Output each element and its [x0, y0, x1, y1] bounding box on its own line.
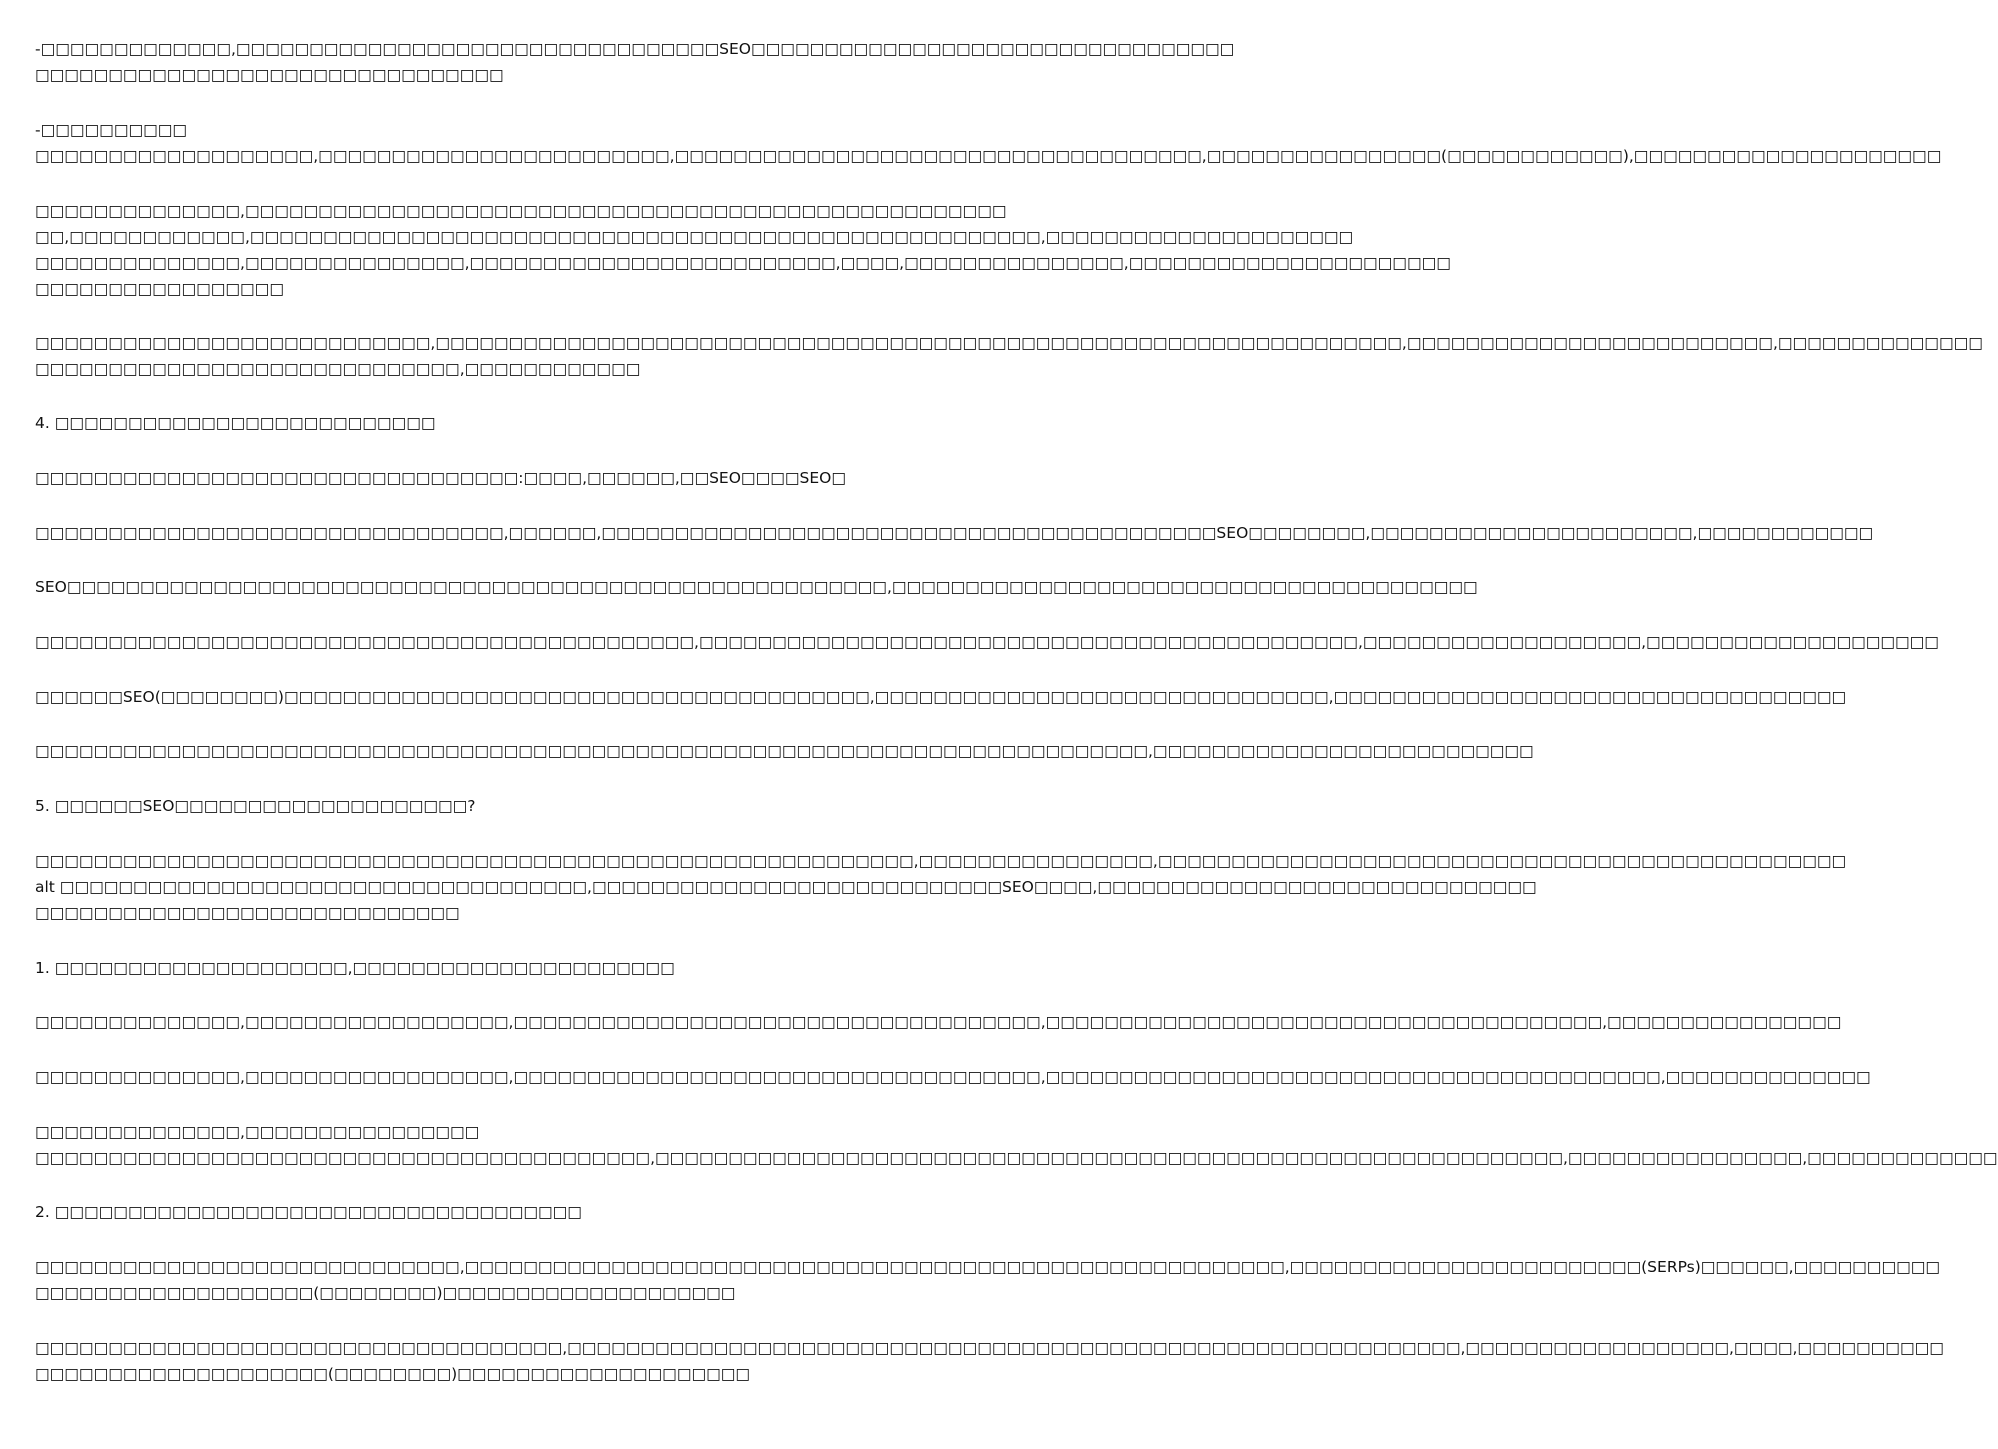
text-line: □□□□□□□□□□□□□□□□□□□□□□□□□□□□□□□□□□□□□□□□□□□□□□□□□□□□□□□□□□□□□□□□□□□□□□□□□□□□,□□□□□□□□□□□□□□□□□□□□□□□□□□	[35, 742, 1534, 760]
text-line: □□□□□□□□□□□□□□,□□□□□□□□□□□□□□□□□□,□□□□□□□□□□□□□□□□□□□□□□□□□□□□□□□□□□□□,□□□□□□□□□□□□□□□□□□□□□□□□□□□□□□□□□□□□□□,□□□□□□□□□□□□□□□□	[35, 1013, 1842, 1031]
text-line: SEO□□□□□□□□□□□□□□□□□□□□□□□□□□□□□□□□□□□□□□□□□□□□□□□□□□□□□□□□,□□□□□□□□□□□□□□□□□□□□□□□□□□□□□□□□□□□□□□□□	[35, 578, 1478, 596]
text-line: □□□□□□SEO(□□□□□□□□)□□□□□□□□□□□□□□□□□□□□□□□□□□□□□□□□□□□□□□□□,□□□□□□□□□□□□□□□□□□□□□□□□□□□□□□□,□□□□□□□□□□□□□□□□□□□□□□□□□□□□□□□□□□□	[35, 688, 1847, 706]
section-heading: 4. □□□□□□□□□□□□□□□□□□□□□□□□□□	[35, 414, 436, 432]
text-line: □□,□□□□□□□□□□□□,□□□□□□□□□□□□□□□□□□□□□□□□□□□□□□□□□□□□□□□□□□□□□□□□□□□□□□,□□□□□□□□□□□□□□□□□□□□□	[35, 228, 1354, 246]
text-line: □□□□□□□□□□□□□□□□□□□□□□□□□□□□□□□□,□□□□□□,□□□□□□□□□□□□□□□□□□□□□□□□□□□□□□□□□□□□□□□□□□SEO□□□□□□□□,□□□□□□□□□□□□□□□□□□□□□□,□□□□□□□□□□□□	[35, 524, 1874, 542]
text-line: □□□□□□□□□□□□□□,□□□□□□□□□□□□□□□□□□,□□□□□□□□□□□□□□□□□□□□□□□□□□□□□□□□□□□□,□□□□□□□□□□□□□□□□□□□□□□□□□□□□□□□□□□□□□□□□□□,□□□□□□□□□□□□□□	[35, 1068, 1871, 1086]
text-line: □□□□□□□□□□□□□□□□□□□(□□□□□□□□)□□□□□□□□□□□□□□□□□□□□	[35, 1284, 736, 1302]
text-line: □□□□□□□□□□□□□□□□□□□□□□□□□□□□□	[35, 904, 460, 922]
text-line: alt □□□□□□□□□□□□□□□□□□□□□□□□□□□□□□□□□□□□,□□□□□□□□□□□□□□□□□□□□□□□□□□□□SEO□□□□,□□□□□□□□□□□□□□□□□□□□□□□□□□□□□□	[35, 878, 1537, 896]
text-line: □□□□□□□□□□□□□□,□□□□□□□□□□□□□□□□□□□□□□□□□□□□□□□□□□□□□□□□□□□□□□□□□□□□	[35, 202, 1007, 220]
section-heading: 2. □□□□□□□□□□□□□□□□□□□□□□□□□□□□□□□□□□□□	[35, 1203, 582, 1221]
text-line: □□□□□□□□□□□□□□,□□□□□□□□□□□□□□□□	[35, 1123, 480, 1141]
text-line: □□□□□□□□□□□□□□□□□□□□□□□□□□□,□□□□□□□□□□□□□□□□□□□□□□□□□□□□□□□□□□□□□□□□□□□□□□□□□□□□□□□□□□□□□□□□□□,□□□□□□□□□□□□□□□□□□□□□□□□□,□□□□□□□□□□□□□□	[35, 334, 1983, 352]
text-line: -□□□□□□□□□□	[35, 121, 188, 139]
text-line: □□□□□□□□□□□□□□□□□	[35, 280, 284, 298]
text-line: □□□□□□□□□□□□□□□□□□□□□□□□□□□□□□□□□□□□□□□□□□□□□,□□□□□□□□□□□□□□□□□□□□□□□□□□□□□□□□□□□□□□□□□□□□□,□□□□□□□□□□□□□□□□□□□,□□□□□□□□□□□□□□□□□□□□	[35, 633, 1939, 651]
text-line: □□□□□□□□□□□□□□□□□□□□□□□□□□□□□□□□□□□□,□□□□□□□□□□□□□□□□□□□□□□□□□□□□□□□□□□□□□□□□□□□□□□□□□□□□□□□□□□□□□,□□□□□□□□□□□□□□□□□□,□□□□,□□□□□□□□□□	[35, 1339, 1944, 1357]
text-line: □□□□□□□□□□□□□□□□□□□□□□□□□□□□□,□□□□□□□□□□□□□□□□□□□□□□□□□□□□□□□□□□□□□□□□□□□□□□□□□□□□□□□□,□□□□□□□□□□□□□□□□□□□□□□□□(SERPs)□□□□□□,□□□□□□□□□□	[35, 1258, 1941, 1276]
text-line: □□□□□□□□□□□□□□,□□□□□□□□□□□□□□□,□□□□□□□□□□□□□□□□□□□□□□□□□,□□□□,□□□□□□□□□□□□□□□,□□□□□□□□□□□□□□□□□□□□□□	[35, 254, 1451, 272]
text-line: □□□□□□□□□□□□□□□□□□□□□□□□□□□□□□□□□:□□□□,□□□□□□,□□SEO□□□□SEO□	[35, 469, 846, 487]
text-line: □□□□□□□□□□□□□□□□□□□□(□□□□□□□□)□□□□□□□□□□□□□□□□□□□□	[35, 1365, 751, 1383]
text-line: □□□□□□□□□□□□□□□□□□□□□□□□□□□□□,□□□□□□□□□□□□	[35, 360, 641, 378]
text-line: -□□□□□□□□□□□□□,□□□□□□□□□□□□□□□□□□□□□□□□□□□□□□□□□SEO□□□□□□□□□□□□□□□□□□□□□□□□□□□□□□□□□	[35, 40, 1235, 58]
text-line: □□□□□□□□□□□□□□□□□□□□□□□□□□□□□□□□□□□□□□□□□□,□□□□□□□□□□□□□□□□□□□□□□□□□□□□□□□□□□□□□□□□□□□□□□□□□□□□□□□□□□□□□□,□□□□□□□□□□□□□□□□,□□□□□□□□□□□□□	[35, 1149, 1998, 1167]
text-line: □□□□□□□□□□□□□□□□□□□□□□□□□□□□□□□□	[35, 66, 504, 84]
text-line: □□□□□□□□□□□□□□□□□□□,□□□□□□□□□□□□□□□□□□□□□□□□,□□□□□□□□□□□□□□□□□□□□□□□□□□□□□□□□□□□□,□□□□□□□□□□□□□□□□(□□□□□□□□□□□□),□□□□□□□□□□□□□□□□□□□□□	[35, 147, 1942, 165]
section-heading: 1. □□□□□□□□□□□□□□□□□□□□,□□□□□□□□□□□□□□□□□□□□□□	[35, 959, 675, 977]
section-heading: 5. □□□□□□SEO□□□□□□□□□□□□□□□□□□□□?	[35, 797, 476, 815]
text-line: □□□□□□□□□□□□□□□□□□□□□□□□□□□□□□□□□□□□□□□□□□□□□□□□□□□□□□□□□□□□,□□□□□□□□□□□□□□□□,□□□□□□□□□□□□□□□□□□□□□□□□□□□□□□□□□□□□□□□□□□□□□□□	[35, 852, 1847, 870]
